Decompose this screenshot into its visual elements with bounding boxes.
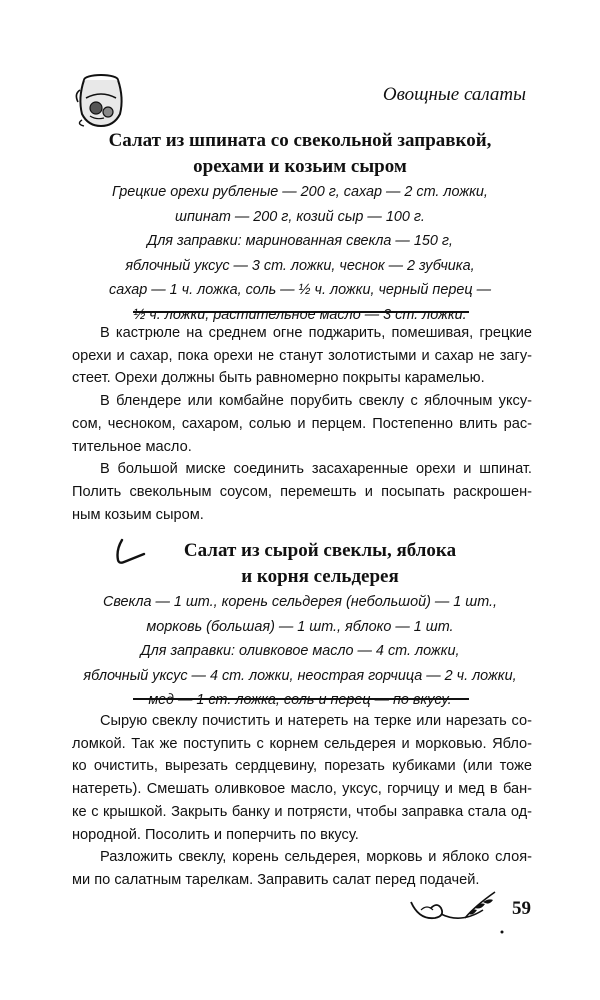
instruction-line: тительное масло.	[72, 438, 192, 455]
instruction-line: орехи и сахар, пока орехи не станут золотистыми и сахар не загу-	[72, 347, 532, 364]
recipe-1-title	[60, 128, 540, 180]
jar-icon	[70, 68, 132, 130]
instruction-line: стеет. Орехи должны быть равномерно покрыты карамелью.	[72, 370, 485, 387]
instruction-line: Полить свекольным соусом, перемешть и посыпать раскрошен-	[72, 483, 532, 500]
ingredient-line: морковь (большая) — 1 шт., яблоко — 1 шт.	[146, 618, 454, 635]
instruction-line: ке с крышкой. Закрыть банку и потрясти, чтобы заправка стала од-	[72, 803, 532, 820]
ingredient-line: мед — 1 ст. ложка, соль и перец — по вкусу.	[148, 692, 452, 708]
ingredient-line: Для заправки: маринованная свекла — 150 г,	[147, 233, 453, 249]
ingredient-line: Для заправки: оливковое масло — 4 ст. ложки,	[140, 643, 460, 659]
ingredient-line: шпинат — 200 г, козий сыр — 100 г.	[175, 208, 425, 225]
recipe-2-title-line: Салат из сырой свеклы, яблока	[183, 540, 457, 561]
ingredient-line: яблочный уксус — 4 ст. ложки, неострая горчица — 2 ч. ложки,	[83, 667, 517, 684]
recipe-1-title-line: орехами и козьим сыром	[193, 156, 407, 177]
instruction-line: ми по салатным тарелкам. Заправить салат перед подачей.	[72, 871, 480, 888]
instruction-line: натереть). Смешать оливковое масло, уксус, горчицу и мед в бан-	[72, 781, 532, 798]
recipe-1-ingredients	[60, 180, 540, 327]
recipe-2-title-line: и корня сельдерея	[241, 566, 399, 587]
instruction-line: В кастрюле на среднем огне поджарить, помешивая, грецкие	[100, 325, 532, 341]
ingredient-line: Грецкие орехи рубленые — 200 г, сахар — 2 ст. ложки,	[112, 184, 488, 200]
divider-rule	[133, 698, 469, 700]
instruction-line: нородной. Посолить и поперчить по вкусу.	[72, 826, 359, 843]
section-title: Овощные салаты	[382, 84, 526, 105]
instruction-line: ко очистить, вырезать сердцевину, порезать кубиками (или тоже	[72, 758, 532, 775]
ingredient-line: Свекла — 1 шт., корень сельдерея (небольшой) — 1 шт.,	[102, 594, 498, 610]
recipe-1-title-line: Салат из шпината со свекольной заправкой,	[108, 130, 492, 151]
recipe-2-ingredients	[60, 590, 540, 713]
instruction-line: ломкой. Так же поступить с корнем сельдерея и морковью. Ябло-	[72, 735, 532, 752]
page-number: 59	[512, 898, 531, 919]
ingredient-line: сахар — 1 ч. ложка, соль — ½ ч. ложки, черный перец —	[109, 282, 491, 298]
instruction-line: В блендере или комбайне порубить свеклу с яблочным уксу-	[100, 393, 532, 410]
recipe-1-instructions	[72, 322, 532, 526]
ingredient-line: яблочный уксус — 3 ст. ложки, чеснок — 2 зубчика,	[125, 257, 475, 274]
floral-ornament-icon	[405, 880, 505, 934]
ingredient-line: ½ ч. ложки, растительное масло — 3 ст. ложки.	[133, 306, 467, 323]
instruction-line: ным козьим сыром.	[72, 506, 204, 523]
recipe-2-instructions	[72, 710, 532, 892]
divider-rule	[133, 311, 469, 313]
instruction-line: Сырую свеклу почистить и натереть на терке или нарезать со-	[100, 713, 532, 729]
instruction-line: сом, чесноком, сахаром, солью и перцем. Постепенно влить рас-	[72, 415, 532, 432]
recipe-2-title	[90, 538, 550, 590]
instruction-line: Разложить свеклу, корень сельдерея, морковь и яблоко слоя-	[100, 849, 532, 866]
instruction-line: В большой миске соединить засахаренные орехи и шпинат.	[100, 461, 532, 478]
